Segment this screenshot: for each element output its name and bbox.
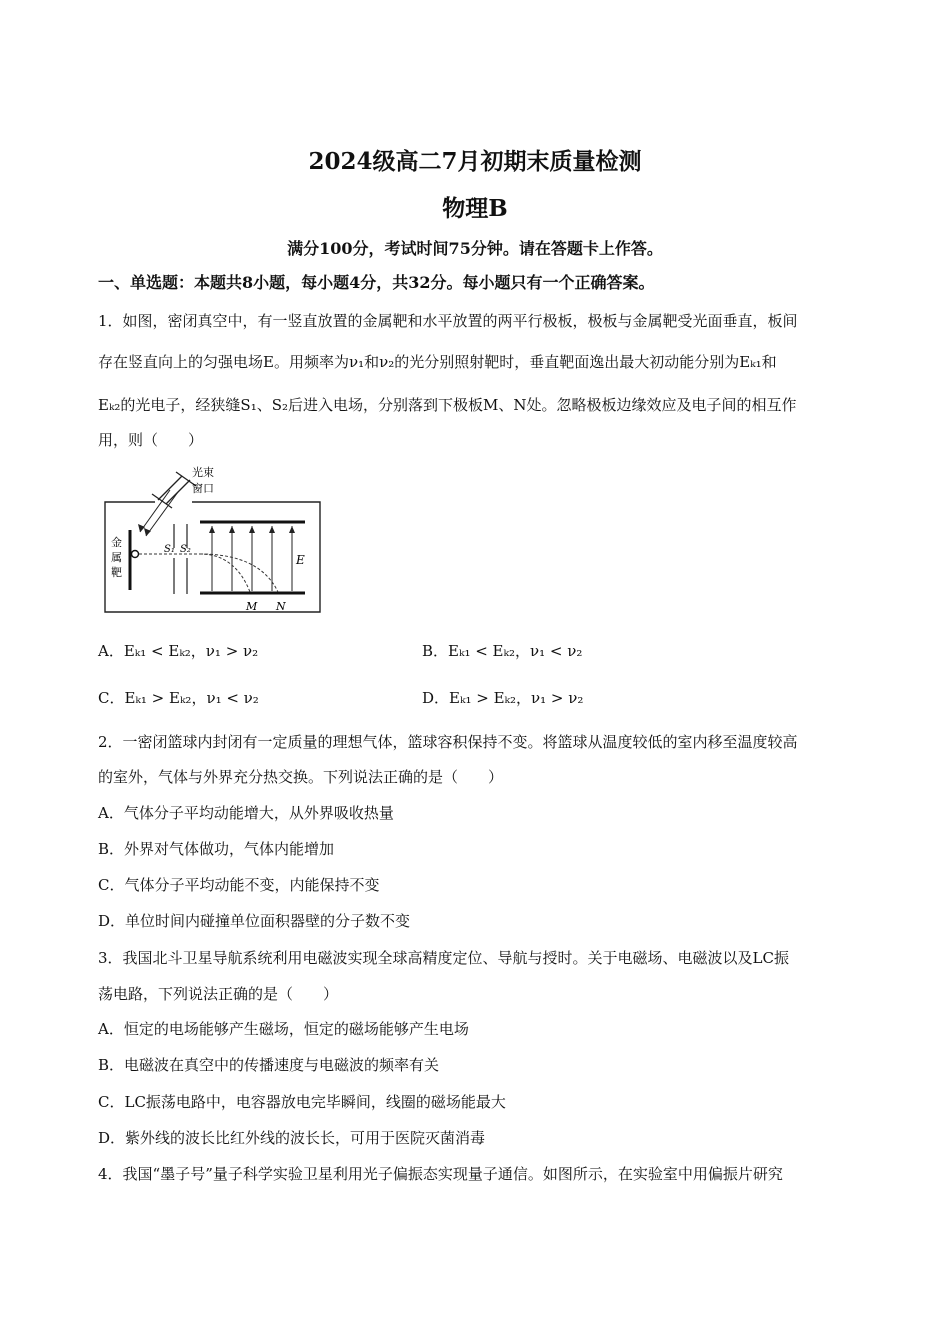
- q2-line1: 2．一密闭篮球内封闭有一定质量的理想气体，篮球容积保持不变。将篮球从温度较低的室内移至温度较高: [98, 733, 798, 751]
- q1-option-c: C．Eₖ₁ > Eₖ₂，ν₁ < ν₂: [98, 689, 259, 707]
- q2-option-d: D．单位时间内碰撞单位面积器壁的分子数不变: [98, 912, 411, 930]
- window-label: 窗口: [192, 482, 214, 495]
- exam-note: 满分100分，考试时间75分钟。请在答题卡上作答。: [287, 239, 663, 258]
- field-label: E: [296, 553, 305, 567]
- q1-option-b: B．Eₖ₁ < Eₖ₂，ν₁ < ν₂: [422, 642, 583, 660]
- q1-line3: Eₖ₂的光电子，经狭缝S₁、S₂后进入电场，分别落到下极板M、N处。忽略极板边缘效应及电子间的相互作: [98, 396, 797, 414]
- q3-option-d: D．紫外线的波长比红外线的波长长，可用于医院灭菌消毒: [98, 1129, 486, 1147]
- target-label-1: 金: [111, 536, 122, 549]
- q1-line4: 用，则（ ）: [98, 431, 204, 449]
- electron-source: [132, 551, 139, 558]
- q2-option-a: A．气体分子平均动能增大，从外界吸收热量: [98, 804, 394, 822]
- point-n-label: N: [276, 600, 286, 613]
- q3-option-b: B．电磁波在真空中的传播速度与电磁波的频率有关: [98, 1056, 440, 1074]
- beam-label: 光束: [192, 466, 214, 479]
- beam-1-arrow: [138, 524, 145, 532]
- target-label-3: 靶: [111, 566, 122, 579]
- q3-option-a: A．恒定的电场能够产生磁场，恒定的磁场能够产生电场: [98, 1020, 469, 1038]
- q2-option-c: C．气体分子平均动能不变，内能保持不变: [98, 876, 380, 894]
- q3-option-c: C．LC振荡电路中，电容器放电完毕瞬间，线圈的磁场能最大: [98, 1093, 506, 1111]
- target-label-2: 属: [111, 551, 122, 564]
- slit-s1-label: S₁: [164, 544, 175, 555]
- window-tube-left: [158, 476, 182, 500]
- field-arrows: [209, 526, 295, 533]
- q4-line1: 4．我国“墨子号”量子科学实验卫星利用光子偏振态实现量子通信。如图所示，在实验室中用偏振片研究: [98, 1165, 783, 1183]
- photoelectric-figure: [100, 462, 325, 617]
- q3-line2: 荡电路，下列说法正确的是（ ）: [98, 985, 339, 1003]
- exam-subject: 物理B: [442, 195, 508, 222]
- q2-option-b: B．外界对气体做功，气体内能增加: [98, 840, 335, 858]
- section-heading: 一、单选题：本题共8小题，每小题4分，共32分。每小题只有一个正确答案。: [98, 273, 655, 292]
- q1-line1: 1．如图，密闭真空中，有一竖直放置的金属靶和水平放置的两平行极板，极板与金属靶受光面垂直，板间: [98, 312, 798, 330]
- slit-s2-label: S₂: [180, 544, 191, 555]
- q1-line2: 存在竖直向上的匀强电场E。用频率为ν₁和ν₂的光分别照射靶时，垂直靶面逸出最大初动能分别为Eₖ₁和: [98, 353, 777, 371]
- q3-line1: 3．我国北斗卫星导航系统利用电磁波实现全球高精度定位、导航与授时。关于电磁场、电磁波以及LC振: [98, 949, 789, 967]
- q1-option-d: D．Eₖ₁ > Eₖ₂，ν₁ > ν₂: [422, 689, 584, 707]
- beam-2-arrow: [144, 528, 151, 536]
- point-m-label: M: [246, 600, 258, 613]
- q2-line2: 的室外，气体与外界充分热交换。下列说法正确的是（ ）: [98, 768, 504, 786]
- beam-2: [146, 492, 178, 536]
- field-lines: [212, 526, 292, 591]
- q1-option-a: A．Eₖ₁ < Eₖ₂，ν₁ > ν₂: [98, 642, 259, 660]
- exam-title: 2024级高二7月初期末质量检测: [308, 148, 642, 175]
- trajectory-m: [139, 554, 250, 592]
